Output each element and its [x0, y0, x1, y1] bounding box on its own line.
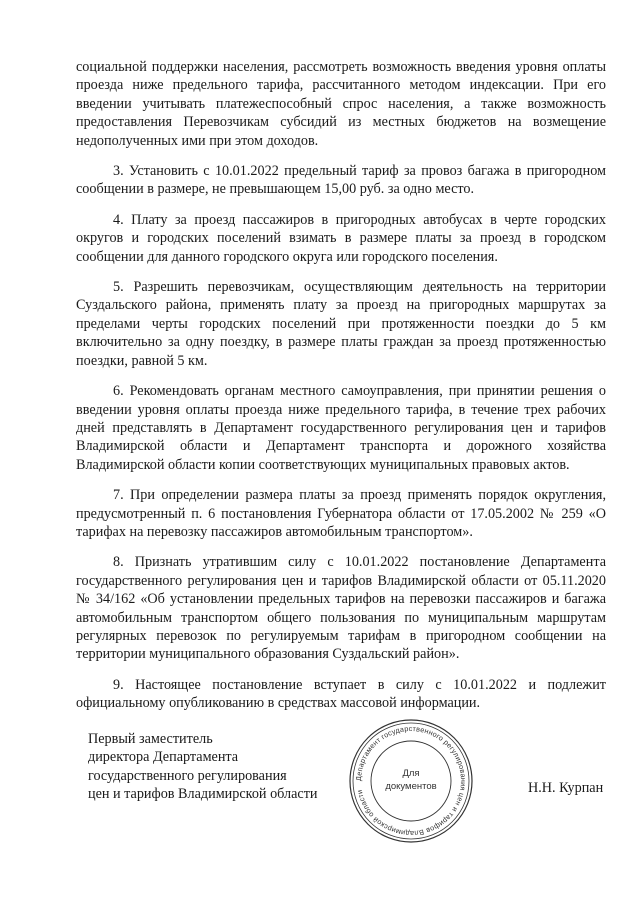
paragraph-8: 8. Признать утратившим силу с 10.01.2022 постановление Департамента государственного регулирования цен и тарифов Владимирской области от 05.11.2020 № 34/162 «Об установлении предельных тарифов на перевозки пассажиров и багажа автомобильным транспортом общего пользования по муниципальным маршрутам регулярных перевозок по регулируемым тарифам в пригородном сообщении на территории муниципального образования Суздальский район».	[76, 554, 606, 663]
seal-center-line2: документов	[385, 781, 437, 792]
paragraph-3: 3. Установить с 10.01.2022 предельный тариф за провоз багажа в пригородном сообщении в размере, не превышающем 15,00 руб. за одно место.	[76, 163, 606, 198]
signatory-name: Н.Н. Курпан	[528, 780, 604, 796]
official-seal	[346, 716, 476, 846]
position-line: государственного регулирования	[88, 767, 287, 784]
seal-center-line1: Для	[402, 768, 420, 779]
position-line: директора Департамента	[88, 749, 239, 766]
paragraph-7: 7. При определении размера платы за проезд применять порядок округления, предусмотренный п. 6 постановления Губернатора области от 17.05.2002 № 259 «О тарифах на перевозку пассажиров автомобильным транспортом».	[76, 487, 606, 540]
paragraph-4: 4. Плату за проезд пассажиров в пригородных автобусах в черте городских округов и городских поселений взимать в размере платы за проезд в городском сообщении для данного городского округа или городского поселения.	[76, 211, 606, 265]
paragraph-continuation: социальной поддержки населения, рассмотреть возможность введения уровня оплаты проезда ниже предельного тарифа, рассчитанного методом индексации. При его введении учитывать платежеспособный спрос населения, а также возможность предоставления Перевозчикам субсидий из местных бюджетов на возмещение недополученных ими при этом доходов.	[76, 59, 606, 149]
position-line: Первый заместитель	[88, 731, 213, 747]
signatory-position	[88, 730, 318, 804]
paragraph-6: 6. Рекомендовать органам местного самоуправления, при принятии решения о введении уровня оплаты проезда ниже предельного тарифа, в течение трех рабочих дней представлять в Департамент государственного регулирования цен и тарифов Владимирской области и Департамент транспорта и дорожного хозяйства Владимирской области копии соответствующих муниципальных правовых актов.	[76, 383, 606, 473]
position-line: цен и тарифов Владимирской области	[88, 786, 318, 803]
paragraph-5: 5. Разрешить перевозчикам, осуществляющим деятельность на территории Суздальского района, применять плату за проезд на пригородных маршрутах за пределами черты городских поселений при протяженности поездки до 5 км включительно за одну поездку, в размере платы граждан за проезд протяженностью поездки, равной 5 км.	[76, 279, 606, 369]
signature-block	[88, 723, 618, 840]
paragraph-9: 9. Настоящее постановление вступает в силу с 10.01.2022 и подлежит официальному опубликованию в средствах массовой информации.	[76, 676, 606, 712]
seal-ring-text: Департамент государственного регулирования цен и тарифов Владимирской области	[353, 723, 469, 839]
document-body	[76, 58, 606, 725]
